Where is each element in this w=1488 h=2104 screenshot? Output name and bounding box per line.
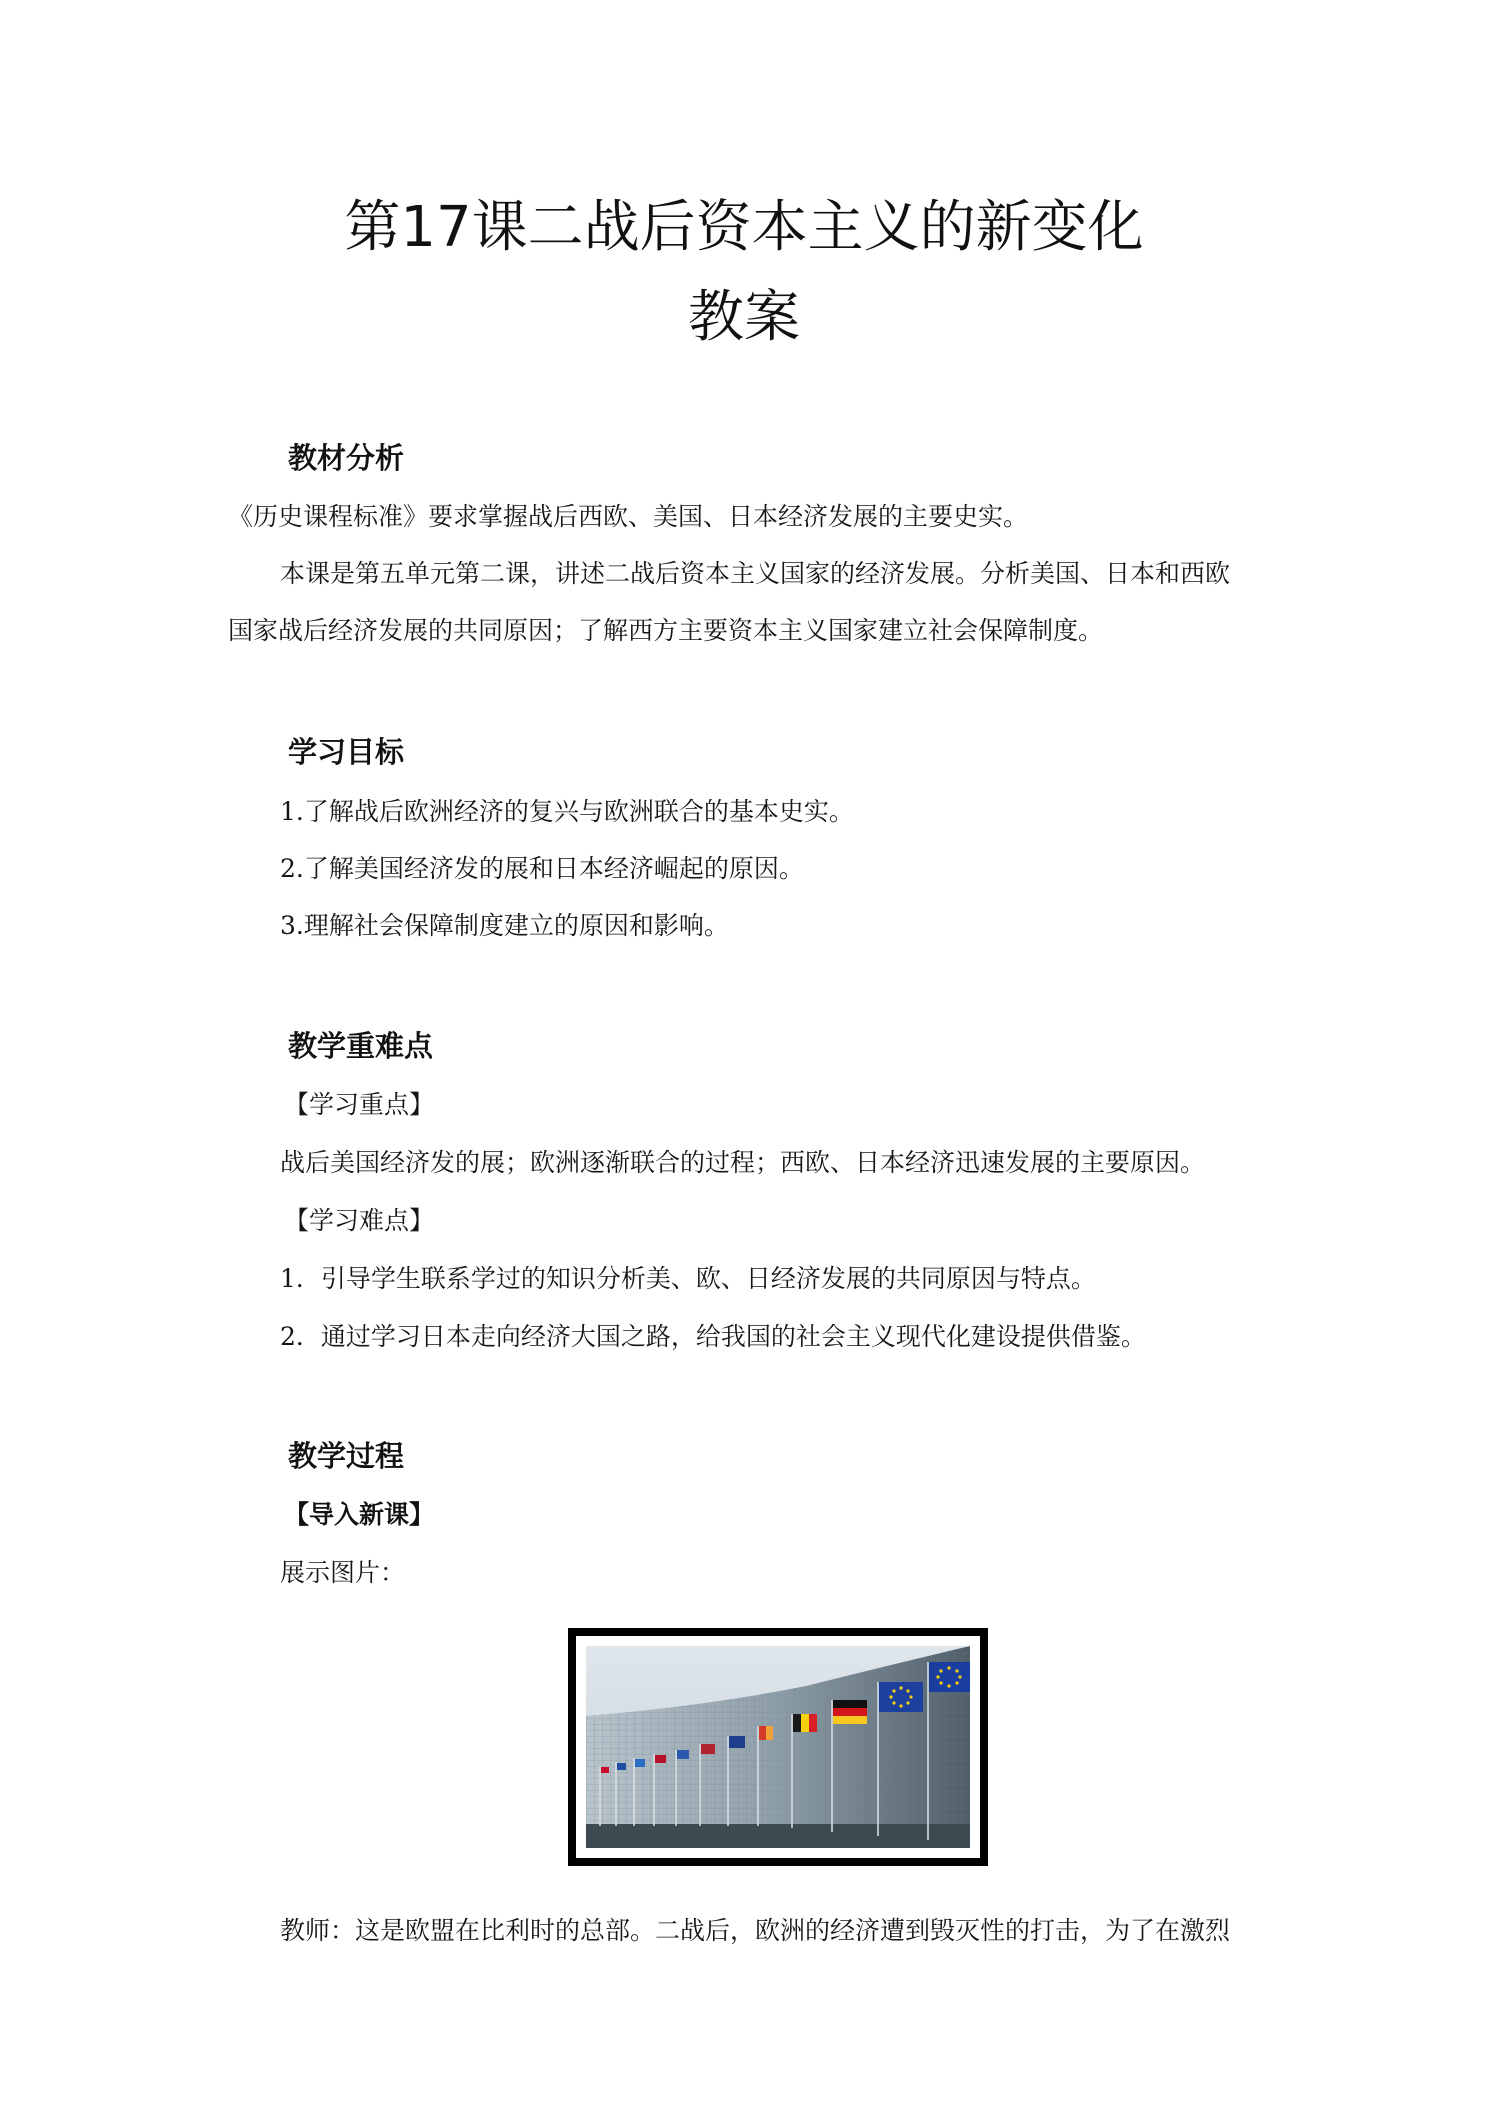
show-image-text: 展示图片： bbox=[280, 1558, 406, 1587]
section-heading-key-points: 教学重难点 bbox=[288, 1029, 434, 1063]
teacher-text: 教师：这是欧盟在比利时的总部。二战后，欧洲的经济遭到毁灭性的打击，为了在激烈 bbox=[280, 1916, 1231, 1945]
difficulty-item: 2．通过学习日本走向经济大国之路，给我国的社会主义现代化建设提供借鉴。 bbox=[280, 1322, 1146, 1351]
objective-item: 3.理解社会保障制度建立的原因和影响。 bbox=[280, 911, 729, 940]
focus-label: 【学习重点】 bbox=[284, 1090, 435, 1119]
analysis-paragraph-1: 《历史课程标准》要求掌握战后西欧、美国、日本经济发展的主要史实。 bbox=[228, 502, 1029, 531]
objective-item: 2.了解美国经济发的展和日本经济崛起的原因。 bbox=[280, 854, 804, 883]
difficulty-item: 1．引导学生联系学过的知识分析美、欧、日经济发展的共同原因与特点。 bbox=[280, 1264, 1096, 1293]
section-heading-objectives: 学习目标 bbox=[288, 735, 405, 769]
eu-headquarters-image bbox=[586, 1646, 970, 1848]
focus-text: 战后美国经济发的展；欧洲逐渐联合的过程；西欧、日本经济迅速发展的主要原因。 bbox=[280, 1148, 1206, 1177]
section-heading-process: 教学过程 bbox=[288, 1439, 405, 1473]
analysis-paragraph-2-line-1: 本课是第五单元第二课，讲述二战后资本主义国家的经济发展。分析美国、日本和西欧 bbox=[280, 559, 1231, 588]
eu-headquarters-photo bbox=[576, 1636, 980, 1858]
document-subtitle: 教案 bbox=[688, 285, 800, 350]
eu-headquarters-photo-frame bbox=[568, 1628, 988, 1866]
intro-label: 【导入新课】 bbox=[284, 1500, 435, 1529]
difficulty-label: 【学习难点】 bbox=[284, 1206, 435, 1235]
section-heading-analysis: 教材分析 bbox=[288, 441, 405, 475]
document-title: 第17课二战后资本主义的新变化 bbox=[344, 195, 1144, 260]
objective-item: 1.了解战后欧洲经济的复兴与欧洲联合的基本史实。 bbox=[280, 797, 854, 826]
analysis-paragraph-2-line-2: 国家战后经济发展的共同原因；了解西方主要资本主义国家建立社会保障制度。 bbox=[228, 616, 1104, 645]
